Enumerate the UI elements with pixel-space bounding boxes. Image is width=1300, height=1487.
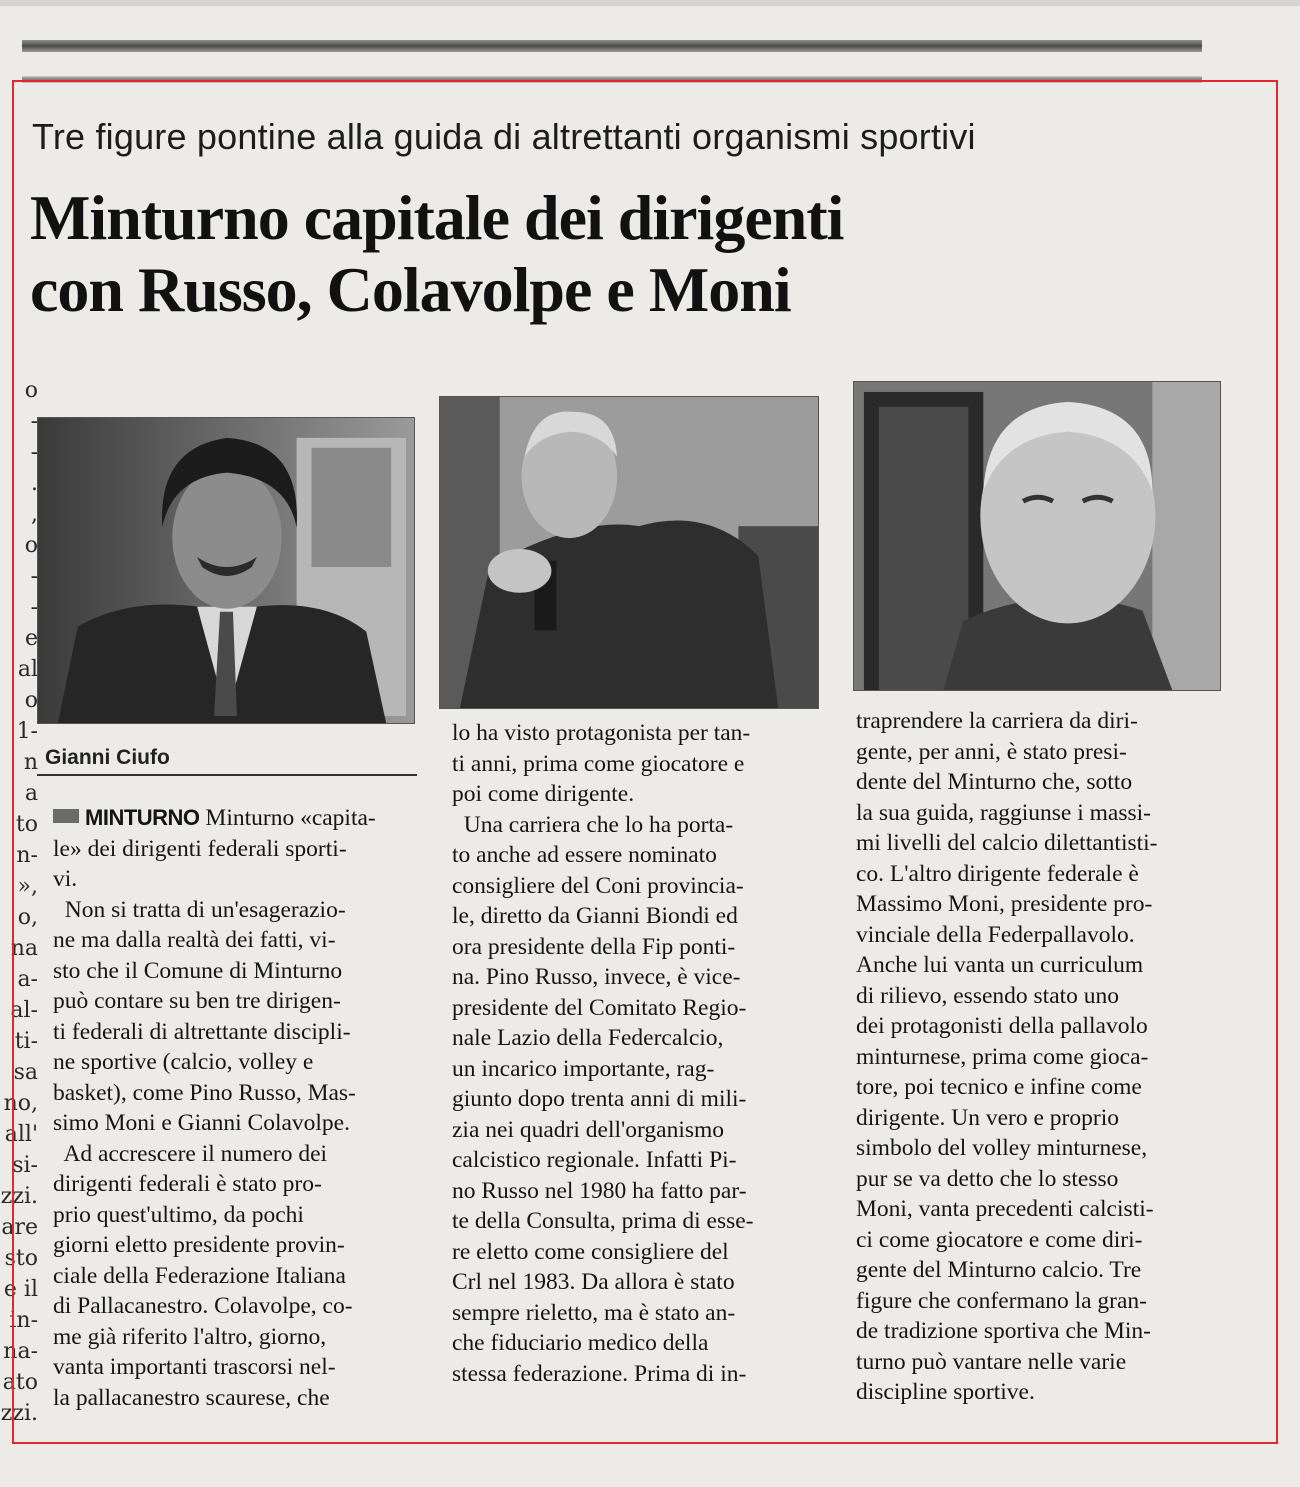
column-2-line: poi come dirigente.	[452, 781, 635, 807]
column-1-line: ciale della Federazione Italiana	[53, 1262, 346, 1289]
neighbor-column-fragment: o	[24, 533, 38, 558]
column-1-line: vanta importanti trascorsi nel-	[53, 1354, 336, 1380]
neighbor-column-fragment: al	[17, 657, 38, 682]
portrait-photo-colavolpe	[37, 417, 415, 724]
neighbor-column-fragment: to	[15, 812, 38, 837]
neighbor-column-fragment: na-	[3, 1339, 38, 1364]
column-2-line: ti anni, prima come giocatore e	[452, 750, 745, 777]
neighbor-column-fragment: sto	[4, 1246, 38, 1271]
column-1-line: Minturno «capita-	[205, 805, 376, 831]
column-3-line: pur se va detto che lo stesso	[856, 1165, 1119, 1192]
portrait-photo-moni	[853, 381, 1221, 691]
neighbor-column-fragment: al-	[10, 998, 38, 1023]
column-2-line: lo ha visto protagonista per tan-	[452, 720, 751, 746]
column-3-line: dente del Minturno che, sotto	[856, 769, 1133, 795]
neighbor-column-fragment: »,	[17, 874, 38, 899]
column-1-line: basket), come Pino Russo, Mas-	[53, 1079, 356, 1106]
column-3-line: gente, per anni, è stato presi-	[856, 738, 1127, 765]
column-2-line: ora presidente della Fip ponti-	[452, 933, 736, 960]
column-3-line: traprendere la carriera da diri-	[856, 708, 1138, 734]
column-3-line: figure che confermano la gran-	[856, 1287, 1147, 1314]
column-2-line: Crl nel 1983. Da allora è stato	[452, 1269, 735, 1295]
column-3-line: ci come giocatore e come diri-	[856, 1226, 1143, 1253]
column-3-line: tore, poi tecnico e infine come	[856, 1074, 1142, 1100]
column-1-line: vi.	[53, 866, 78, 892]
neighbor-column-fragment: n	[23, 750, 38, 775]
column-1-line: di Pallacanestro. Colavolpe, co-	[53, 1293, 353, 1319]
column-2-line: na. Pino Russo, invece, è vice-	[452, 964, 741, 990]
column-1-line: dirigenti federali è stato pro-	[53, 1171, 322, 1197]
column-2-line: Una carriera che lo ha porta-	[452, 811, 734, 838]
neighbor-column-fragment: a-	[17, 967, 38, 992]
neighbor-column-fragment: ti-	[14, 1029, 38, 1054]
neighbor-column-fragment: a	[24, 781, 38, 806]
dateline-marker	[53, 809, 79, 823]
neighbor-column-fragment: -	[30, 564, 38, 589]
article-column-2	[452, 718, 847, 1389]
column-3-line: turno può vantare nelle varie	[856, 1348, 1127, 1375]
dateline: MINTURNO	[85, 805, 200, 830]
column-1-line: può contare su ben tre dirigen-	[53, 988, 341, 1014]
neighbor-column-fragment: na	[10, 936, 38, 961]
column-2-line: sempre rieletto, ma è stato an-	[452, 1299, 736, 1326]
column-1-line: ti federali di altrettante discipli-	[53, 1018, 351, 1045]
column-3-line: dirigente. Un vero e proprio	[856, 1104, 1119, 1131]
column-3-line: Massimo Moni, presidente pro-	[856, 891, 1153, 917]
neighbor-column-fragment: si-	[12, 1153, 38, 1178]
column-3-line: vinciale della Federpallavolo.	[856, 921, 1135, 948]
column-1-line: prio quest'ultimo, da pochi	[53, 1201, 304, 1228]
page-top-edge	[0, 0, 1300, 6]
column-3-line: discipline sportive.	[856, 1379, 1035, 1405]
column-3-line: de tradizione sportiva che Min-	[856, 1318, 1151, 1344]
column-3-line: gente del Minturno calcio. Tre	[856, 1257, 1142, 1283]
column-1-line: la pallacanestro scaurese, che	[53, 1384, 330, 1411]
column-2-line: calcistico regionale. Infatti Pi-	[452, 1147, 737, 1173]
neighbor-column-fragment: o	[24, 378, 38, 403]
column-2-line: zia nei quadri dell'organismo	[452, 1116, 725, 1143]
column-3-line: Anche lui vanta un curriculum	[856, 952, 1144, 978]
neighbor-column-fragment: are	[1, 1215, 38, 1240]
neighbor-column-fragment: in-	[9, 1308, 38, 1333]
neighbor-column-fragment: e	[24, 626, 38, 651]
headline-line-2: con Russo, Colavolpe e Moni	[30, 254, 791, 325]
headline-line-1: Minturno capitale dei dirigenti	[30, 182, 844, 253]
column-2-line: presidente del Comitato Regio-	[452, 994, 747, 1021]
neighbor-column-fragment: -	[30, 440, 38, 465]
column-1-line: sto che il Comune di Minturno	[53, 957, 343, 984]
column-1-line: ne sportive (calcio, volley e	[53, 1049, 314, 1075]
column-2-line: consigliere del Coni provincia-	[452, 872, 744, 899]
column-2-line: no Russo nel 1980 ha fatto par-	[452, 1177, 747, 1204]
dateline-line	[53, 803, 438, 834]
article-column-3	[856, 706, 1248, 1408]
column-2-line: le, diretto da Gianni Biondi ed	[452, 903, 738, 929]
neighbor-column-fragment: -	[30, 409, 38, 434]
column-3-line: Moni, vanta precedenti calcisti-	[856, 1196, 1154, 1222]
column-3-line: dei protagonisti della pallavolo	[856, 1013, 1148, 1039]
column-2-line: che fiduciario medico della	[452, 1330, 709, 1356]
column-3-line: di rilievo, essendo stato uno	[856, 982, 1120, 1009]
neighbor-column-fragment: sa	[13, 1060, 38, 1085]
neighbor-column-fragment: all'	[4, 1122, 38, 1147]
column-1-line: le» dei dirigenti federali sporti-	[53, 835, 347, 862]
column-2-line: te della Consulta, prima di esse-	[452, 1208, 754, 1234]
column-1-line: me già riferito l'altro, giorno,	[53, 1323, 327, 1350]
column-2-line: giunto dopo trenta anni di mili-	[452, 1086, 747, 1112]
photo-caption-block	[37, 744, 417, 776]
neighbor-column-fragment: o	[24, 688, 38, 713]
column-2-line: to anche ad essere nominato	[452, 842, 717, 868]
neighbor-column-fragment: no,	[3, 1091, 38, 1116]
column-1-line: simo Moni e Gianni Colavolpe.	[53, 1110, 350, 1136]
neighbor-column-fragment: zzi.	[0, 1184, 38, 1209]
neighbor-column-fragment: -	[30, 595, 38, 620]
article-kicker: Tre figure pontine alla guida di altrettanti organismi sportivi	[32, 116, 976, 157]
photo-caption: Gianni Ciufo	[37, 744, 417, 776]
portrait-photo-russo	[439, 396, 819, 709]
column-2-line: un incarico importante, rag-	[452, 1055, 715, 1082]
neighbor-column-fragment: n-	[16, 843, 38, 868]
section-rule	[22, 40, 1202, 52]
column-1-line: Ad accrescere il numero dei	[53, 1140, 328, 1167]
article-column-1	[53, 803, 438, 1413]
column-1-line: Non si tratta di un'esagerazio-	[53, 896, 346, 923]
neighbor-column-fragment: .	[31, 471, 38, 496]
column-2-line: re eletto come consigliere del	[452, 1238, 729, 1265]
column-2-line: stessa federazione. Prima di in-	[452, 1360, 747, 1387]
column-3-line: la sua guida, raggiunse i massi-	[856, 799, 1151, 826]
column-1-line: giorni eletto presidente provin-	[53, 1232, 345, 1258]
column-3-line: mi livelli del calcio dilettantisti-	[856, 830, 1158, 856]
neighbor-column-fragment: e il	[3, 1277, 38, 1302]
column-3-line: minturnese, prima come gioca-	[856, 1043, 1149, 1070]
column-3-line: co. L'altro dirigente federale è	[856, 860, 1139, 887]
neighbor-column-fragment: ,	[31, 502, 38, 527]
neighbor-column-fragment: 1-	[16, 719, 38, 744]
neighbor-column-fragment: o,	[17, 905, 38, 930]
column-3-line: simbolo del volley minturnese,	[856, 1135, 1148, 1161]
column-2-line: nale Lazio della Federcalcio,	[452, 1025, 724, 1051]
column-1-line: ne ma dalla realtà dei fatti, vi-	[53, 927, 336, 953]
neighbor-column-fragment: ato	[2, 1370, 38, 1395]
article-headline	[30, 182, 1030, 326]
neighbor-column-fragment: zzi.	[0, 1401, 38, 1426]
